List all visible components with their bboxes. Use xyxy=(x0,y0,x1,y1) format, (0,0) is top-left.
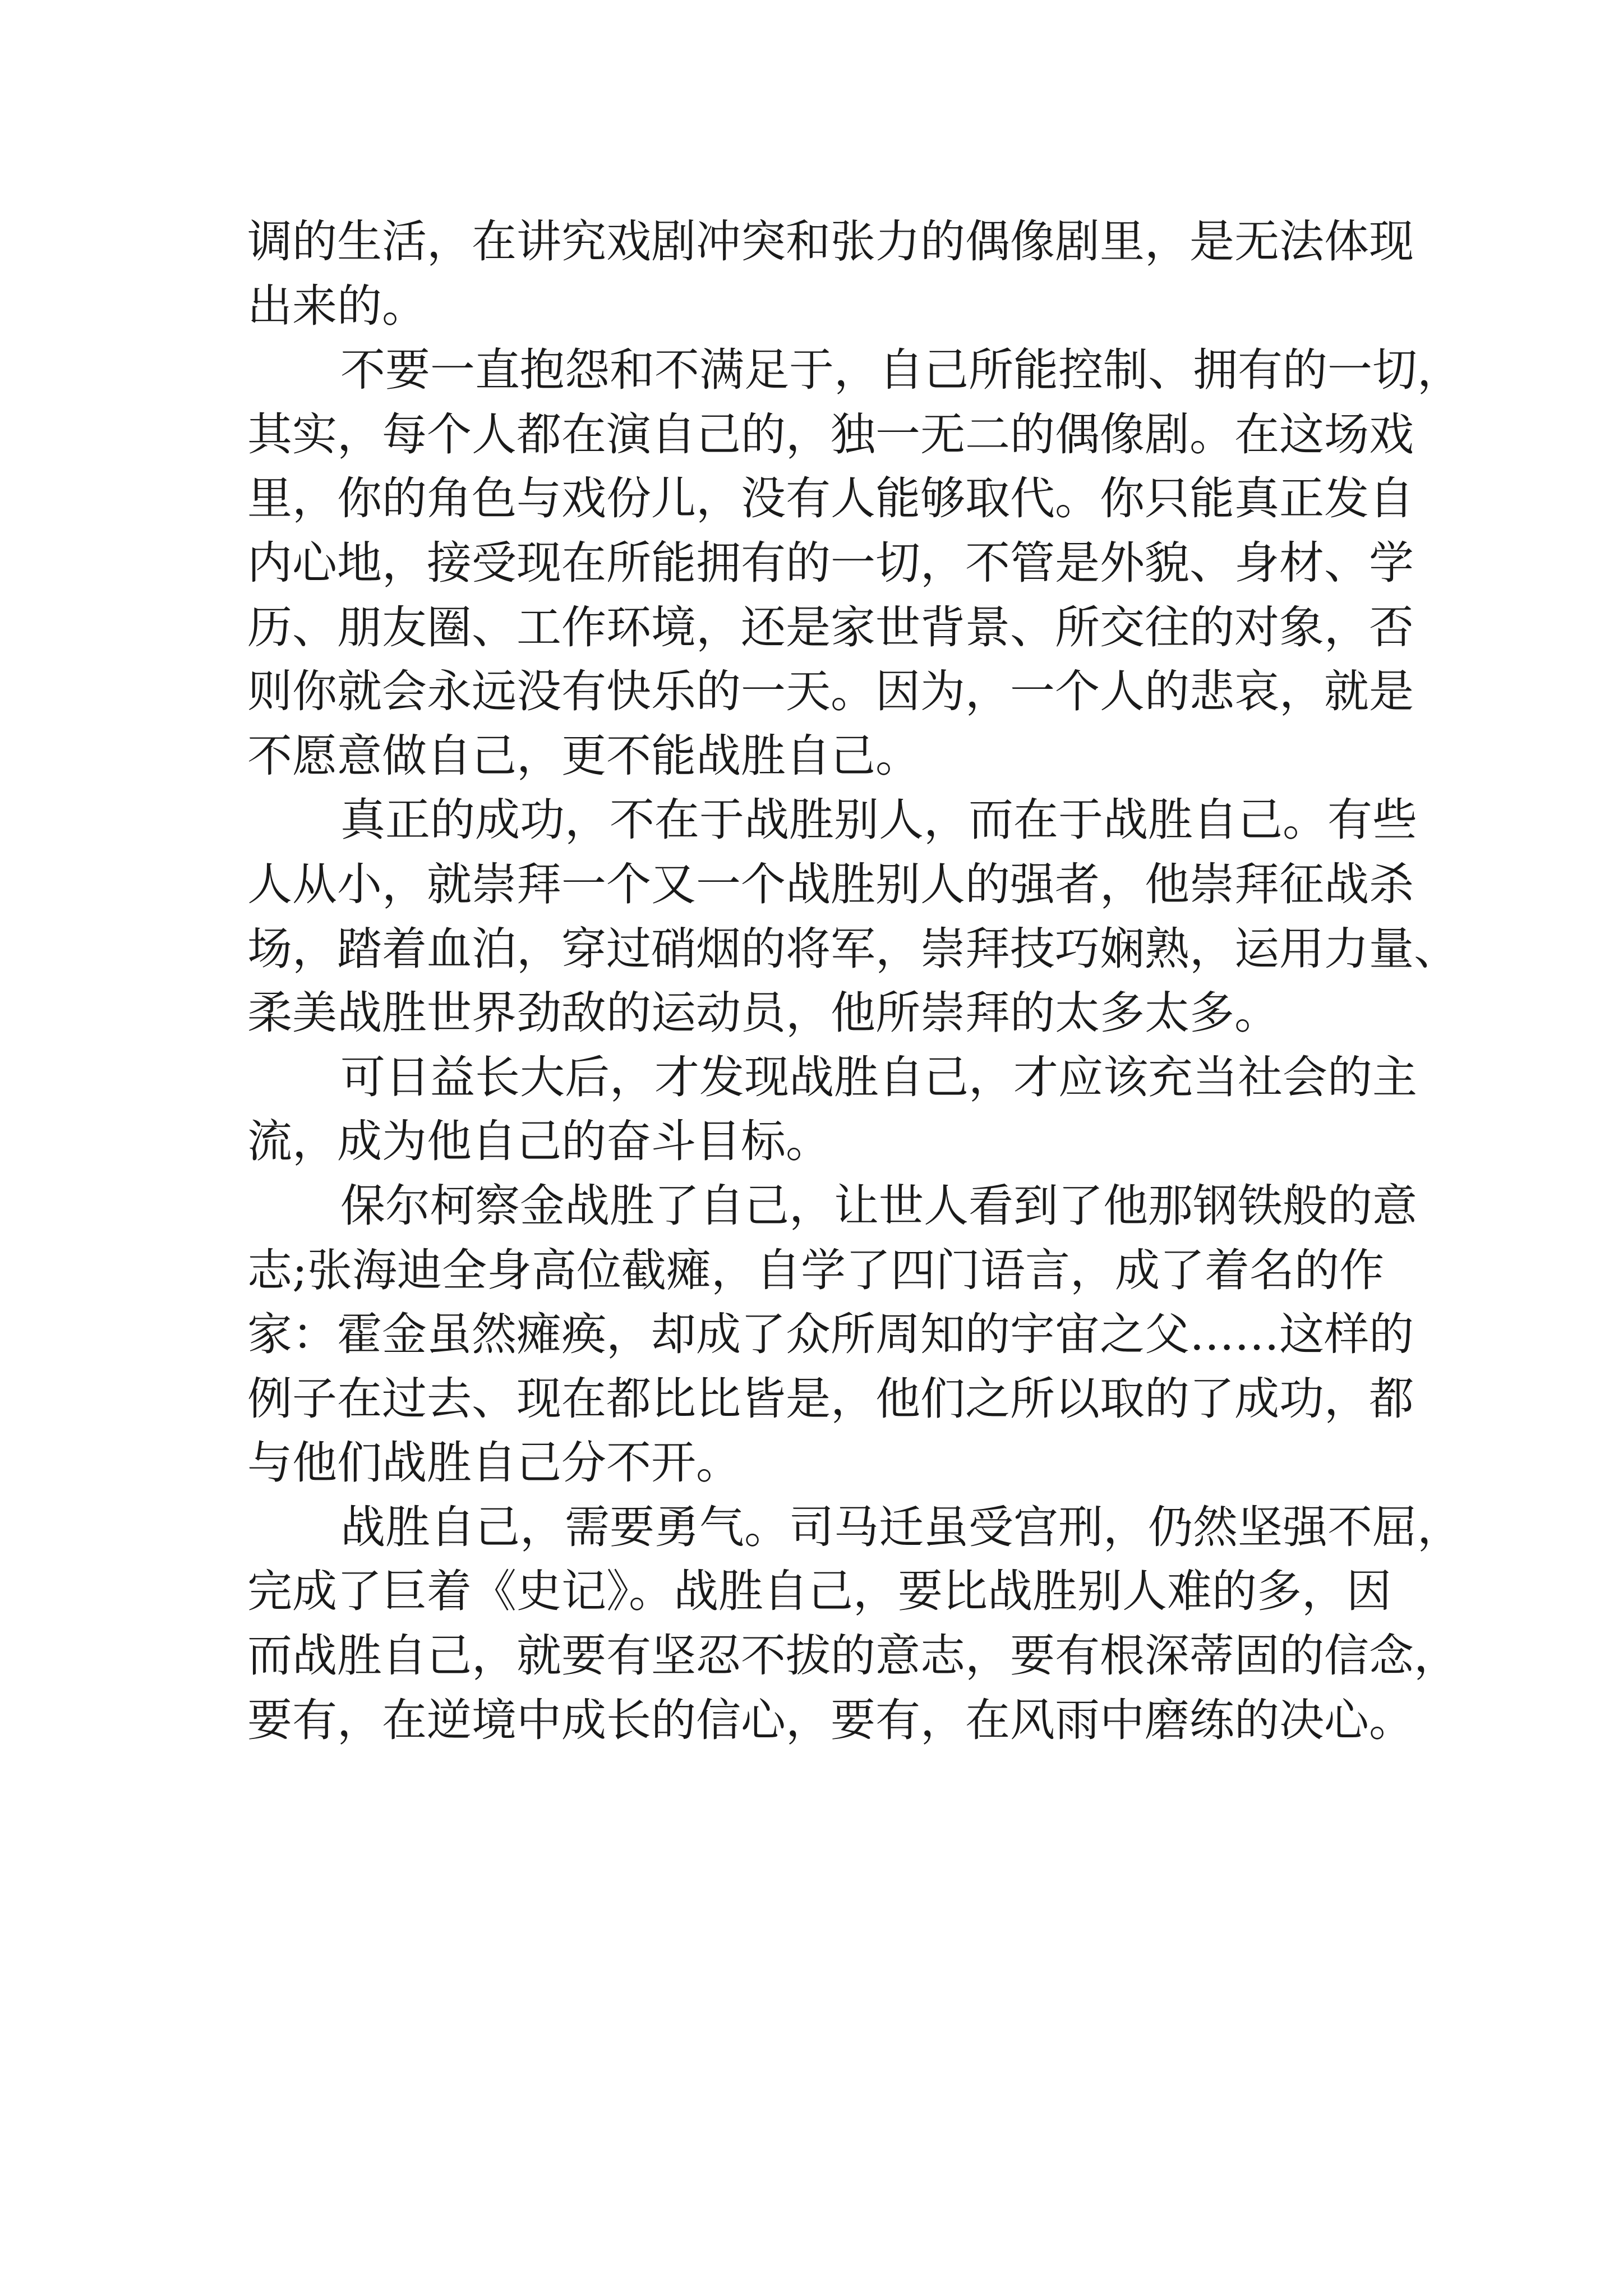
text-line: 战胜自己，需要勇气。司马迁虽受宫刑，仍然坚强不屈， xyxy=(340,1501,1462,1553)
text-line: 其实，每个人都在演自己的，独一无二的偶像剧。在这场戏 xyxy=(247,408,1414,461)
text-line: 完成了巨着《史记》。战胜自己，要比战胜别人难的多，因 xyxy=(247,1565,1391,1618)
text-line: 可日益长大后，才发现战胜自己，才应该充当社会的主 xyxy=(340,1051,1417,1103)
text-line: 则你就会永远没有快乐的一天。因为，一个人的悲哀，就是 xyxy=(247,665,1414,718)
text-line: 家：霍金虽然瘫痪，却成了众所周知的宇宙之父……这样的 xyxy=(247,1308,1414,1361)
text-line: 志;张海迪全身高位截瘫，自学了四门语言，成了着名的作 xyxy=(247,1244,1384,1296)
text-line: 历、朋友圈、工作环境，还是家世背景、所交往的对象，否 xyxy=(247,601,1414,654)
text-line: 要有，在逆境中成长的信心，要有，在风雨中磨练的决心。 xyxy=(247,1694,1414,1746)
text-line: 真正的成功，不在于战胜别人，而在于战胜自己。有些 xyxy=(340,794,1417,846)
text-line: 出来的。 xyxy=(247,279,427,332)
text-line: 例子在过去、现在都比比皆是，他们之所以取的了成功，都 xyxy=(247,1372,1414,1425)
text-line: 保尔柯察金战胜了自己，让世人看到了他那钢铁般的意 xyxy=(340,1179,1417,1232)
text-line: 内心地，接受现在所能拥有的一切，不管是外貌、身材、学 xyxy=(247,536,1414,589)
text-line: 不要一直抱怨和不满足于，自己所能控制、拥有的一切， xyxy=(340,344,1462,397)
text-line: 而战胜自己，就要有坚忍不拔的意志，要有根深蒂固的信念， xyxy=(247,1630,1459,1682)
text-line: 不愿意做自己，更不能战胜自己。 xyxy=(247,729,920,782)
text-line: 流，成为他自己的奋斗目标。 xyxy=(247,1115,831,1168)
text-line: 里，你的角色与戏份儿，没有人能够取代。你只能真正发自 xyxy=(247,472,1414,525)
text-line: 柔美战胜世界劲敌的运动员，他所崇拜的太多太多。 xyxy=(247,987,1279,1039)
document-body xyxy=(247,210,1462,1752)
text-line: 与他们战胜自己分不开。 xyxy=(247,1437,741,1489)
text-line: 场，踏着血泊，穿过硝烟的将军，崇拜技巧娴熟，运用力量、 xyxy=(247,922,1459,975)
text-line: 调的生活，在讲究戏剧冲突和张力的偶像剧里，是无法体现 xyxy=(247,215,1414,268)
text-line: 人从小，就崇拜一个又一个战胜别人的强者，他崇拜征战杀 xyxy=(247,858,1414,910)
